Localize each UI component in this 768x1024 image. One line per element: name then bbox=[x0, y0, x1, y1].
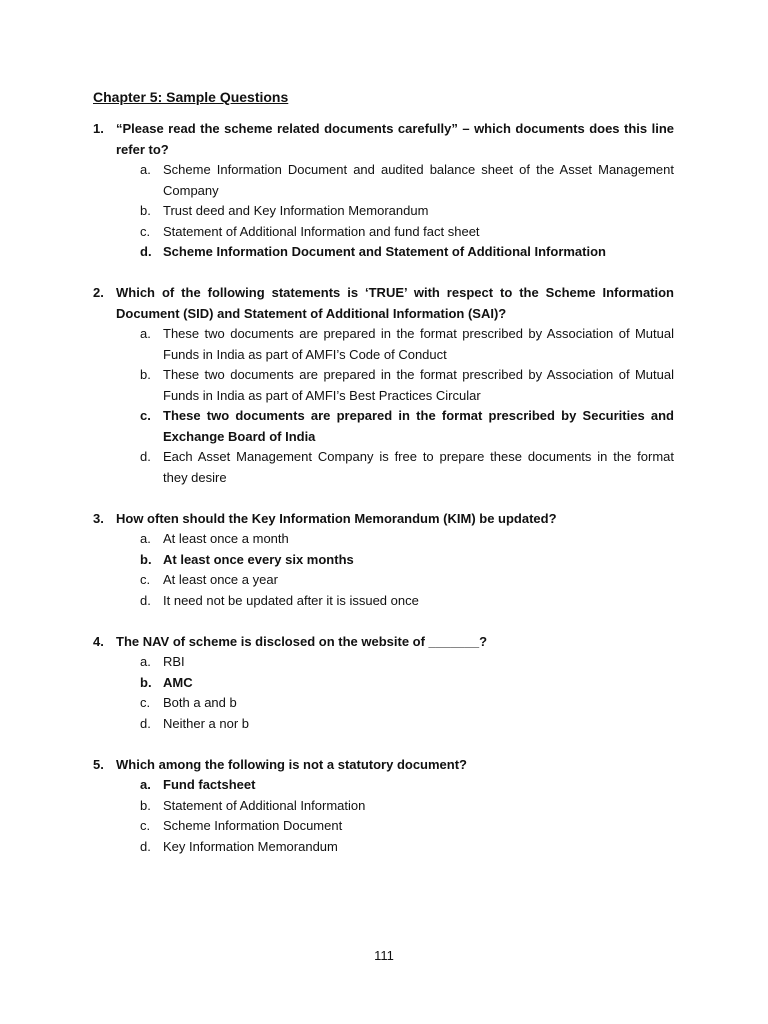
question-list bbox=[93, 119, 674, 878]
question-1 bbox=[93, 119, 674, 263]
option-text: Fund factsheet bbox=[163, 777, 256, 792]
option-b bbox=[140, 673, 674, 694]
option-letter: a. bbox=[140, 777, 151, 792]
question-text: Which among the following is not a statutory document? bbox=[116, 756, 467, 772]
question-number: 1. bbox=[93, 121, 104, 136]
option-letter: c. bbox=[140, 572, 151, 587]
question-5 bbox=[93, 755, 674, 858]
option-text: These two documents are prepared in the format prescribed by Securities and Exchange Board of India bbox=[163, 408, 674, 444]
option-a bbox=[140, 652, 674, 673]
question-number: 2. bbox=[93, 285, 104, 300]
option-text: Scheme Information Document and Statement of Additional Information bbox=[163, 244, 606, 259]
question-number: 5. bbox=[93, 756, 104, 772]
option-text: Each Asset Management Company is free to prepare these documents in the format they desire bbox=[163, 449, 674, 485]
option-d bbox=[140, 447, 674, 488]
question-text: The NAV of scheme is disclosed on the website of _______? bbox=[116, 633, 488, 649]
option-text: Scheme Information Document and audited balance sheet of the Asset Management Company bbox=[163, 162, 674, 198]
option-text: These two documents are prepared in the format prescribed by Association of Mutual Funds in India as part of AMFI’s Best Practices Circular bbox=[163, 367, 674, 403]
option-text: Neither a nor b bbox=[163, 715, 249, 731]
option-text: RBI bbox=[163, 654, 185, 669]
option-letter: b. bbox=[140, 674, 152, 690]
page-number: 111 bbox=[374, 948, 394, 963]
option-text: These two documents are prepared in the format prescribed by Association of Mutual Funds in India as part of AMFI’s Code of Conduct bbox=[163, 326, 674, 362]
option-text: Statement of Additional Information and fund fact sheet bbox=[163, 223, 480, 239]
option-b bbox=[140, 365, 674, 406]
option-letter: a. bbox=[140, 531, 151, 546]
option-text: At least once every six months bbox=[163, 551, 354, 567]
question-text: How often should the Key Information Memorandum (KIM) be updated? bbox=[116, 510, 557, 526]
option-list bbox=[93, 652, 674, 734]
option-list bbox=[93, 775, 674, 857]
option-letter: d. bbox=[140, 838, 151, 854]
option-letter: b. bbox=[140, 797, 151, 813]
question-4 bbox=[93, 632, 674, 735]
question-3 bbox=[93, 509, 674, 612]
option-c bbox=[140, 693, 674, 714]
option-letter: d. bbox=[140, 715, 151, 731]
option-letter: a. bbox=[140, 162, 151, 177]
question-heading bbox=[93, 632, 674, 653]
option-a bbox=[140, 160, 674, 201]
option-d bbox=[140, 714, 674, 735]
option-text: Trust deed and Key Information Memorandum bbox=[163, 203, 429, 218]
option-b bbox=[140, 550, 674, 571]
option-text: Key Information Memorandum bbox=[163, 838, 338, 854]
option-letter: a. bbox=[140, 326, 151, 341]
option-text: At least once a year bbox=[163, 572, 278, 587]
option-c bbox=[140, 816, 674, 837]
option-letter: d. bbox=[140, 449, 151, 464]
option-text: Scheme Information Document bbox=[163, 818, 343, 833]
option-letter: b. bbox=[140, 203, 151, 218]
option-letter: c. bbox=[140, 818, 151, 833]
option-letter: b. bbox=[140, 551, 152, 567]
question-text: “Please read the scheme related documents carefully” – which documents does this line refer to? bbox=[116, 121, 674, 157]
option-c bbox=[140, 222, 674, 243]
option-list bbox=[93, 160, 674, 263]
option-text: Both a and b bbox=[163, 695, 237, 710]
option-d bbox=[140, 837, 674, 858]
option-letter: c. bbox=[140, 223, 151, 239]
option-letter: c. bbox=[140, 695, 151, 710]
option-text: It need not be updated after it is issued once bbox=[163, 592, 419, 608]
option-list bbox=[93, 529, 674, 611]
option-letter: a. bbox=[140, 654, 151, 669]
question-number: 4. bbox=[93, 633, 104, 649]
question-text: Which of the following statements is ‘TRUE’ with respect to the Scheme Information Document (SID) and Statement of Additional Information (SAI)? bbox=[116, 285, 674, 321]
option-b bbox=[140, 201, 674, 222]
option-a bbox=[140, 324, 674, 365]
option-letter: d. bbox=[140, 244, 152, 259]
option-b bbox=[140, 796, 674, 817]
question-heading bbox=[93, 283, 674, 324]
option-text: Statement of Additional Information bbox=[163, 797, 366, 813]
option-text: AMC bbox=[163, 674, 193, 690]
option-a bbox=[140, 529, 674, 550]
option-d bbox=[140, 591, 674, 612]
question-number: 3. bbox=[93, 510, 104, 526]
option-letter: c. bbox=[140, 408, 151, 423]
option-text: At least once a month bbox=[163, 531, 289, 546]
question-heading bbox=[93, 755, 674, 776]
chapter-title: Chapter 5: Sample Questions bbox=[93, 89, 289, 105]
option-a bbox=[140, 775, 674, 796]
option-letter: d. bbox=[140, 592, 151, 608]
question-2 bbox=[93, 283, 674, 488]
option-c bbox=[140, 406, 674, 447]
option-list bbox=[93, 324, 674, 488]
question-heading bbox=[93, 509, 674, 530]
option-d bbox=[140, 242, 674, 263]
question-heading bbox=[93, 119, 674, 160]
option-letter: b. bbox=[140, 367, 151, 382]
option-c bbox=[140, 570, 674, 591]
